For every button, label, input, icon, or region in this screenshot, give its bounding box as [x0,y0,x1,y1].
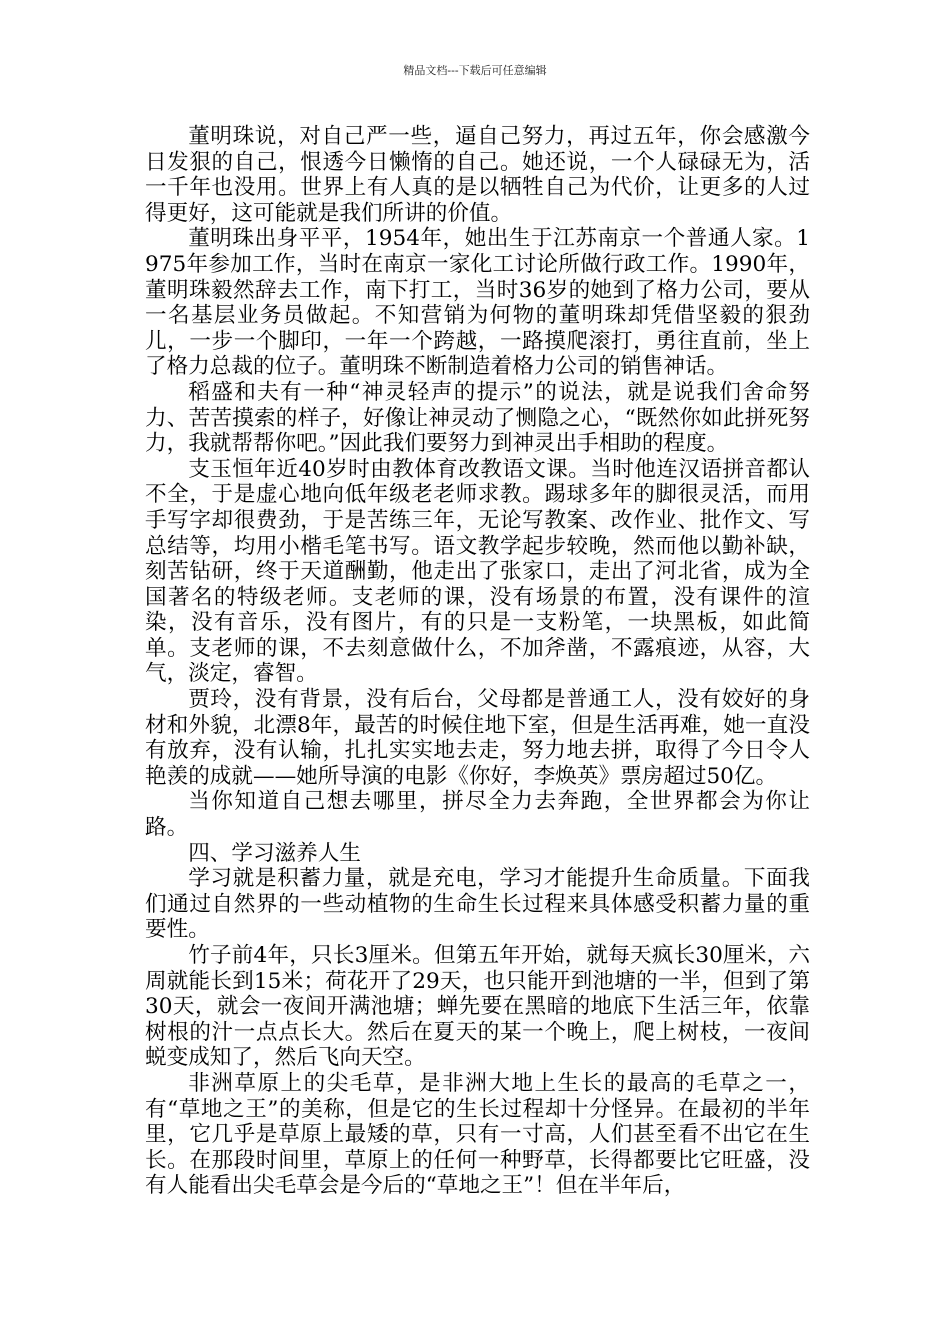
section-heading-learning: 四、学习滋养人生 [188,840,361,866]
paragraph-sharp-grass: 非洲草原上的尖毛草，是非洲大地上生长的最高的毛草之一，有“草地之王”的美称，但是它的生长过程却十分怪异。在最初的半年里，它几乎是草原上最矮的草，只有一寸高，人们甚至看不出它在生长。在那段时间里，草原上的任何一种野草，长得都要比它旺盛，没有人能看出尖毛草会是今后的“草地之王”！但在半年后， [145,1070,810,1199]
paragraph-world-makes-way: 当你知道自己想去哪里，拼尽全力去奔跑，全世界都会为你让路。 [145,789,810,841]
page-header: 精品文档---下载后可任意编辑 [403,64,547,77]
paragraph-bamboo-lotus-cicada: 竹子前4年，只长3厘米。但第五年开始，就每天疯长30厘米，六周就能长到15米；荷花开了29天，也只能开到池塘的一半，但到了第30天，就会一夜间开满池塘；蝉先要在黑暗的地底下生活三年，依靠树根的汁一点点长大。然后在夏天的某一个晚上，爬上树枝，一夜间蜕变成知了，然后飞向天空。 [145,943,810,1071]
paragraph-learning-power: 学习就是积蓄力量，就是充电，学习才能提升生命质量。下面我们通过自然界的一些动植物的生命生长过程来具体感受积蓄力量的重要性。 [145,866,810,943]
paragraph-dong-mingzhu-quote: 董明珠说，对自己严一些，逼自己努力，再过五年，你会感激今日发狠的自己，恨透今日懒惰的自己。她还说，一个人碌碌无为，活一千年也没用。世界上有人真的是以牺牲自己为代价，让更多的人过得更好，这可能就是我们所讲的价值。 [145,124,810,226]
paragraph-inamori: 稻盛和夫有一种“神灵轻声的提示”的说法，就是说我们舍命努力、苦苦摸索的样子，好像让神灵动了恻隐之心，“既然你如此拼死努力，我就帮帮你吧。”因此我们要努力到神灵出手相助的程度。 [145,379,810,457]
paragraph-dong-mingzhu-career: 董明珠出身平平，1954年，她出生于江苏南京一个普通人家。1975年参加工作，当时在南京一家化工讨论所做行政工作。1990年，董明珠毅然辞去工作，南下打工，当时36岁的她到了格力公司，要从一名基层业务员做起。不知营销为何物的董明珠却凭借坚毅的狠劲儿，一步一个脚印，一年一个跨越，一路摸爬滚打，勇往直前，坐上了格力总裁的位子。董明珠不断制造着格力公司的销售神话。 [145,226,810,380]
document-body [145,124,810,1199]
paragraph-zhi-yuheng: 支玉恒年近40岁时由教体育改教语文课。当时他连汉语拼音都认不全，于是虚心地向低年级老老师求教。踢球多年的脚很灵活，而用手写字却很费劲，于是苦练三年，无论写教案、改作业、批作文、写总结等，均用小楷毛笔书写。语文教学起步较晚，然而他以勤补缺，刻苦钻研，终于天道酬勤，他走出了张家口，走出了河北省，成为全国著名的特级老师。支老师的课，没有场景的布置，没有课件的渲染，没有音乐，没有图片，有的只是一支粉笔，一块黑板，如此简单。支老师的课，不去刻意做什么，不加斧凿，不露痕迹，从容，大气，淡定，睿智。 [145,456,810,687]
paragraph-jia-ling: 贾玲，没有背景，没有后台，父母都是普通工人，没有姣好的身材和外貌，北漂8年，最苦的时候住地下室，但是生活再难，她一直没有放弃，没有认输，扎扎实实地去走，努力地去拼，取得了今日令人艳羡的成就——她所导演的电影《你好，李焕英》票房超过50亿。 [145,687,810,789]
